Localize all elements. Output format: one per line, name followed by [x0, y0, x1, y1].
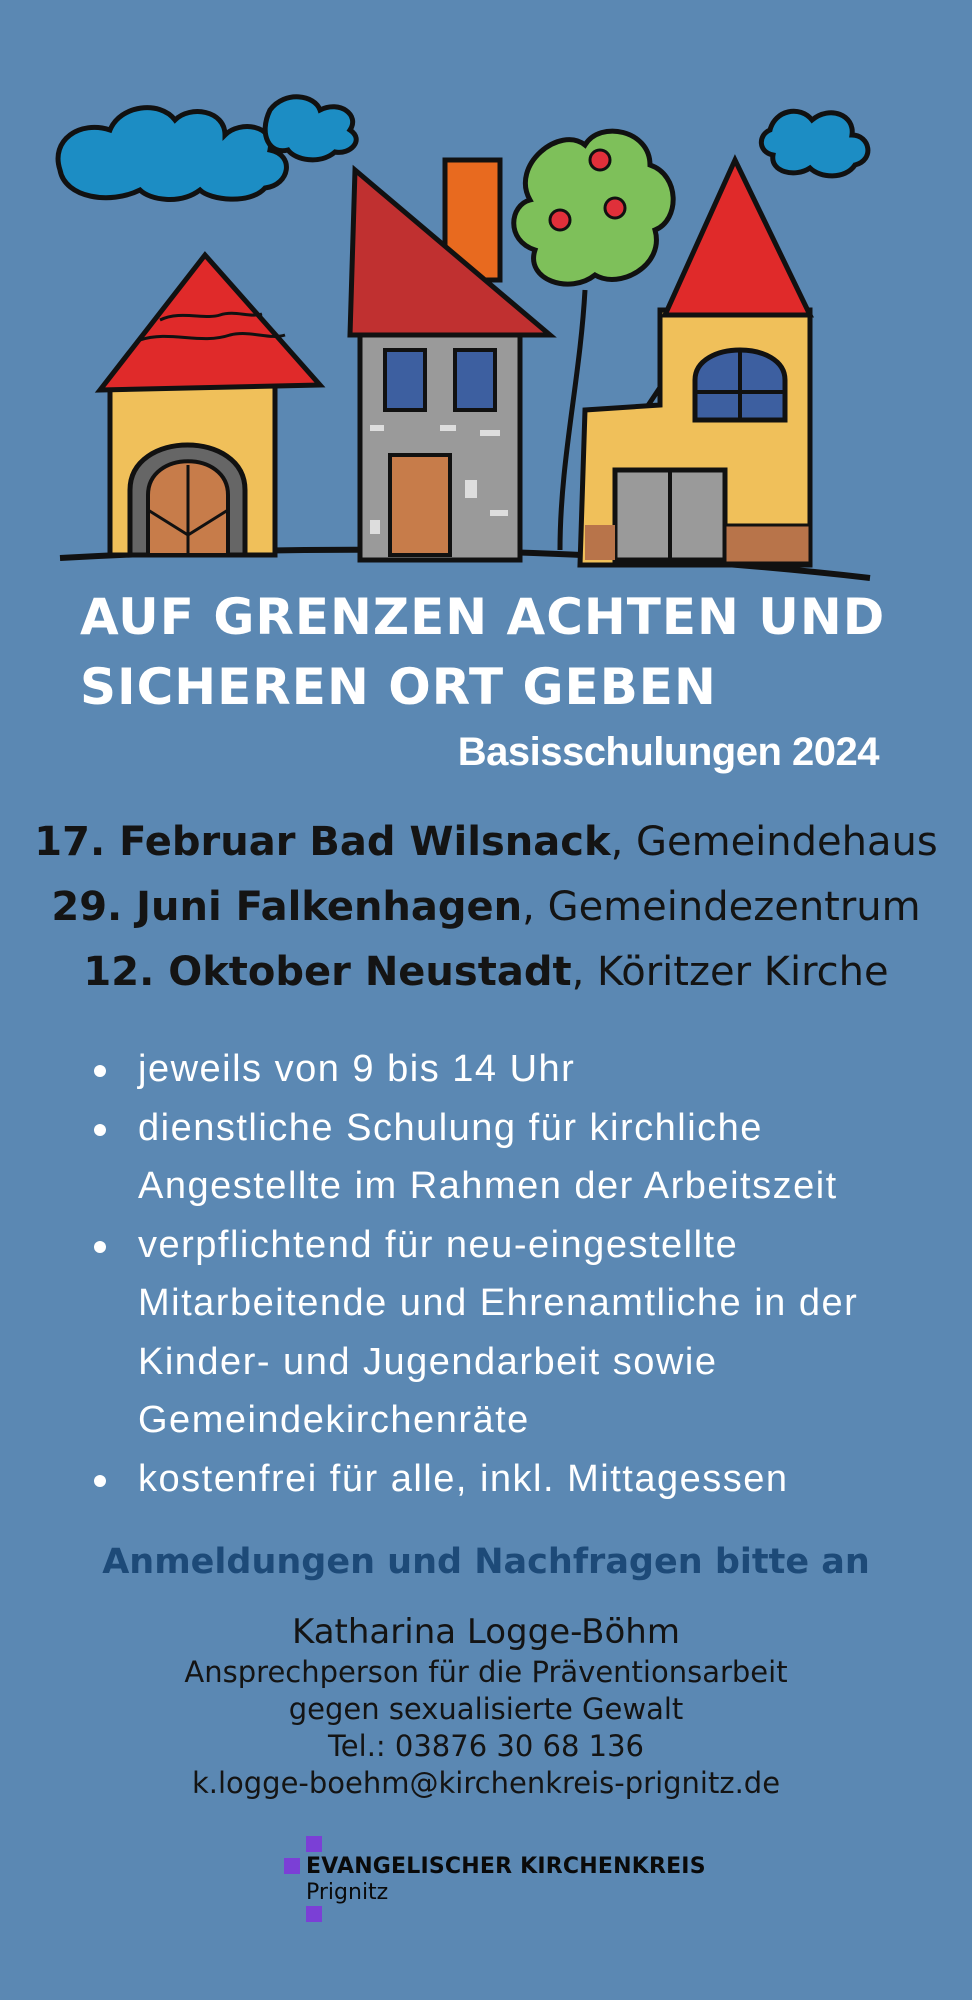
- bullet-line: kostenfrei für alle, inkl. Mittagessen: [138, 1457, 789, 1500]
- date-venue: , Köritzer Kirche: [571, 949, 889, 995]
- bullet-dot-icon: [94, 1475, 106, 1487]
- subheadline: Basisschulungen 2024: [457, 730, 879, 774]
- headline-line: AUF GRENZEN ACHTEN UND: [80, 588, 886, 646]
- date-venue: , Gemeindezentrum: [522, 884, 921, 930]
- date-place: 17. Februar Bad Wilsnack: [34, 819, 611, 865]
- cross-block: [306, 1836, 322, 1852]
- bullet-line: dienstliche Schulung für kirchliche: [138, 1106, 763, 1149]
- headline-line: SICHEREN ORT GEBEN: [80, 658, 717, 716]
- cross-block: [306, 1906, 322, 1922]
- contact-role: Ansprechperson für die Präventionsarbeit: [184, 1655, 788, 1689]
- bullet-line: jeweils von 9 bis 14 Uhr: [138, 1048, 576, 1090]
- date-item: [0, 810, 972, 875]
- bullet-line: verpflichtend für neu-eingestellte: [138, 1223, 739, 1266]
- date-venue: , Gemeindehaus: [610, 819, 938, 865]
- cross-icon: [284, 1836, 306, 1926]
- contact-role: gegen sexualisierte Gewalt: [288, 1692, 684, 1726]
- bullet-line: Gemeindekirchenräte: [138, 1399, 530, 1441]
- dates-list: [0, 810, 972, 1005]
- contact-phone[interactable]: Tel.: 03876 30 68 136: [328, 1729, 644, 1763]
- date-place: 12. Oktober Neustadt: [83, 949, 572, 995]
- bullet-item: [88, 1040, 948, 1099]
- bullet-line: Mitarbeitende und Ehrenamtliche in der: [138, 1282, 859, 1324]
- bullet-line: Kinder- und Jugendarbeit sowie: [138, 1340, 718, 1383]
- bullet-item: [88, 1450, 948, 1509]
- date-place: 29. Juni Falkenhagen: [51, 884, 523, 930]
- contact-heading: Anmeldungen und Nachfragen bitte an: [102, 1542, 870, 1582]
- contact-name: Katharina Logge-Böhm: [292, 1612, 680, 1652]
- house-icon: [100, 255, 320, 555]
- headline: [80, 582, 900, 722]
- bullet-dot-icon: [94, 1124, 106, 1136]
- logo-title: EVANGELISCHER KIRCHENKREIS: [306, 1854, 706, 1879]
- bullet-item: [88, 1216, 948, 1450]
- church-logo: [284, 1836, 704, 1926]
- bullet-line: Angestellte im Rahmen der Arbeitszeit: [138, 1165, 838, 1207]
- date-item: [0, 940, 972, 1005]
- cloud-icon: [761, 111, 868, 176]
- date-item: [0, 875, 972, 940]
- contact-email[interactable]: k.logge-boehm@kirchenkreis-prignitz.de: [191, 1766, 781, 1800]
- cross-block: [284, 1858, 300, 1874]
- bullet-dot-icon: [94, 1241, 106, 1253]
- houses-illustration: [40, 80, 920, 600]
- bullet-dot-icon: [94, 1065, 106, 1077]
- info-bullets: [88, 1040, 948, 1508]
- cloud-icon: [58, 97, 356, 200]
- logo-subtitle: Prignitz: [306, 1880, 389, 1905]
- contact-block: [0, 1610, 972, 1802]
- bullet-item: [88, 1099, 948, 1216]
